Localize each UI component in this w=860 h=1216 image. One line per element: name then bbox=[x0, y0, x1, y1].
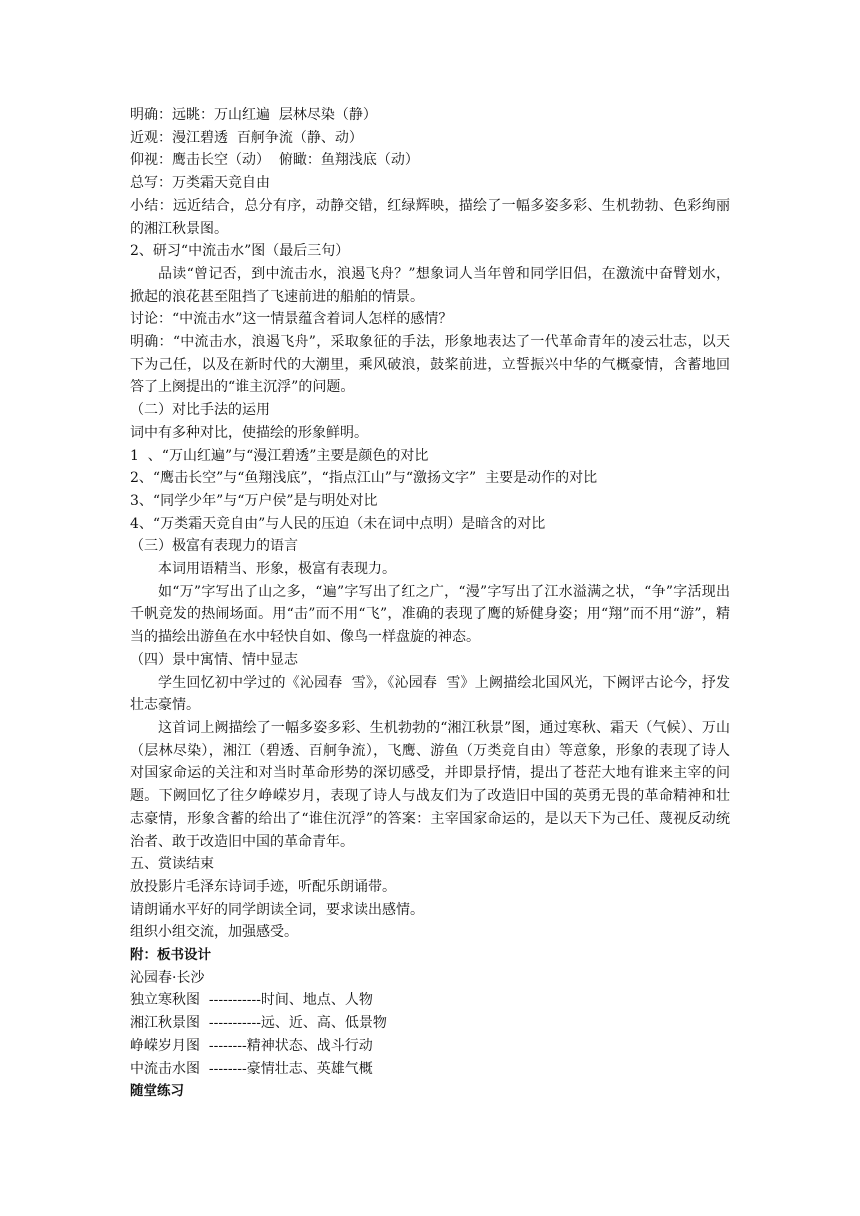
paragraph: 沁园春·长沙 bbox=[130, 969, 205, 986]
paragraph: 峥嵘岁月图 --------精神状态、战斗行动 bbox=[130, 1037, 373, 1054]
paragraph: 1 、“万山红遍”与“漫江碧透”主要是颜色的对比 bbox=[130, 447, 429, 464]
paragraph: 学生回忆初中学过的《沁园春 雪》，《沁园春 雪》上阙描绘北国风光，下阙评古论今，抒发壮志豪情。 bbox=[130, 674, 730, 714]
paragraph: 请朗诵水平好的同学朗读全词，要求读出感情。 bbox=[130, 901, 424, 918]
paragraph: 3、“同学少年”与“万户侯”是与明处对比 bbox=[130, 492, 378, 509]
document-page bbox=[130, 104, 730, 1103]
paragraph: 小结：远近结合，总分有序，动静交错，红绿辉映，描绘了一幅多姿多彩、生机勃勃、色彩绚丽的湘江秋景图。 bbox=[130, 197, 730, 237]
paragraph: 总写：万类霜天竞自由 bbox=[130, 175, 270, 192]
paragraph: 品读“曾记否，到中流击水，浪遏飞舟？”想象词人当年曾和同学旧侣，在激流中奋臂划水，掀起的浪花甚至阻挡了飞速前进的船舶的情景。 bbox=[130, 265, 730, 305]
paragraph: 明确：远眺：万山红遍 层林尽染（静） bbox=[130, 107, 377, 123]
paragraph: 近观：漫江碧透 百舸争流（静、动） bbox=[130, 129, 363, 146]
paragraph: 仰视：鹰击长空（动） 俯瞰：鱼翔浅底（动） bbox=[130, 152, 419, 169]
paragraph: 明确：“中流击水，浪遏飞舟”，采取象征的手法，形象地表达了一代革命青年的凌云壮志，以天下为己任，以及在新时代的大潮里，乘风破浪，鼓桨前进，立誓振兴中华的气概豪情，含蓄地回答了上阕提出的“谁主沉浮”的问题。 bbox=[130, 334, 730, 396]
paragraph: （三）极富有表现力的语言 bbox=[130, 538, 298, 555]
paragraph: 4、“万类霜天竞自由”与人民的压迫（未在词中点明）是暗含的对比 bbox=[130, 515, 546, 532]
paragraph: 2、“鹰击长空”与“鱼翔浅底”，“指点江山”与“激扬文字” 主要是动作的对比 bbox=[130, 470, 598, 487]
paragraph: （二）对比手法的运用 bbox=[130, 402, 270, 419]
paragraph: 湘江秋景图 -----------远、近、高、低景物 bbox=[130, 1015, 387, 1032]
paragraph: 词中有多种对比，使描绘的形象鲜明。 bbox=[130, 424, 368, 441]
paragraph: 组织小组交流，加强感受。 bbox=[130, 924, 298, 941]
paragraph: 本词用语精当、形象，极富有表现力。 bbox=[158, 561, 396, 578]
section-heading: 随堂练习 bbox=[130, 1083, 184, 1100]
paragraph: 独立寒秋图 -----------时间、地点、人物 bbox=[130, 992, 373, 1009]
paragraph: 放投影片毛泽东诗词手迹，听配乐朗诵带。 bbox=[130, 878, 396, 895]
paragraph: （四）景中寓情、情中显志 bbox=[130, 651, 298, 668]
paragraph: 如“万”字写出了山之多，“遍”字写出了红之广，“漫”字写出了江水溢满之状，“争”字活现出千帆竞发的热闹场面。用“击”而不用“飞”，准确的表现了鹰的矫健身姿；用“翔”而不用“游”，精当的描绘出游鱼在水中轻快自如、像鸟一样盘旋的神态。 bbox=[130, 583, 730, 646]
paragraph: 中流击水图 --------豪情壮志、英雄气概 bbox=[130, 1060, 373, 1077]
paragraph: 这首词上阙描绘了一幅多姿多彩、生机勃勃的“湘江秋景”图，通过寒秋、霜天（气候）、万山（层林尽染），湘江（碧透、百舸争流），飞鹰、游鱼（万类竞自由）等意象，形象的表现了诗人对国家命运的关注和对当时革命形势的深切感受，并即景抒情，提出了苍茫大地有谁来主宰的问题。下阙回忆了往夕峥嵘岁月，表现了诗人与战友们为了改造旧中国的英勇无畏的革命精神和壮志豪情，形象含蓄的给出了“谁住沉浮”的答案：主宰国家命运的，是以天下为己任、蔑视反动统治者、敢于改造旧中国的革命青年。 bbox=[130, 719, 730, 850]
paragraph: 讨论：“中流击水”这一情景蕴含着词人怎样的感情？ bbox=[130, 311, 453, 328]
paragraph: 2、研习“中流击水”图（最后三句） bbox=[130, 243, 350, 260]
section-heading: 附：板书设计 bbox=[130, 947, 211, 964]
paragraph: 五、赏读结束 bbox=[130, 856, 214, 873]
